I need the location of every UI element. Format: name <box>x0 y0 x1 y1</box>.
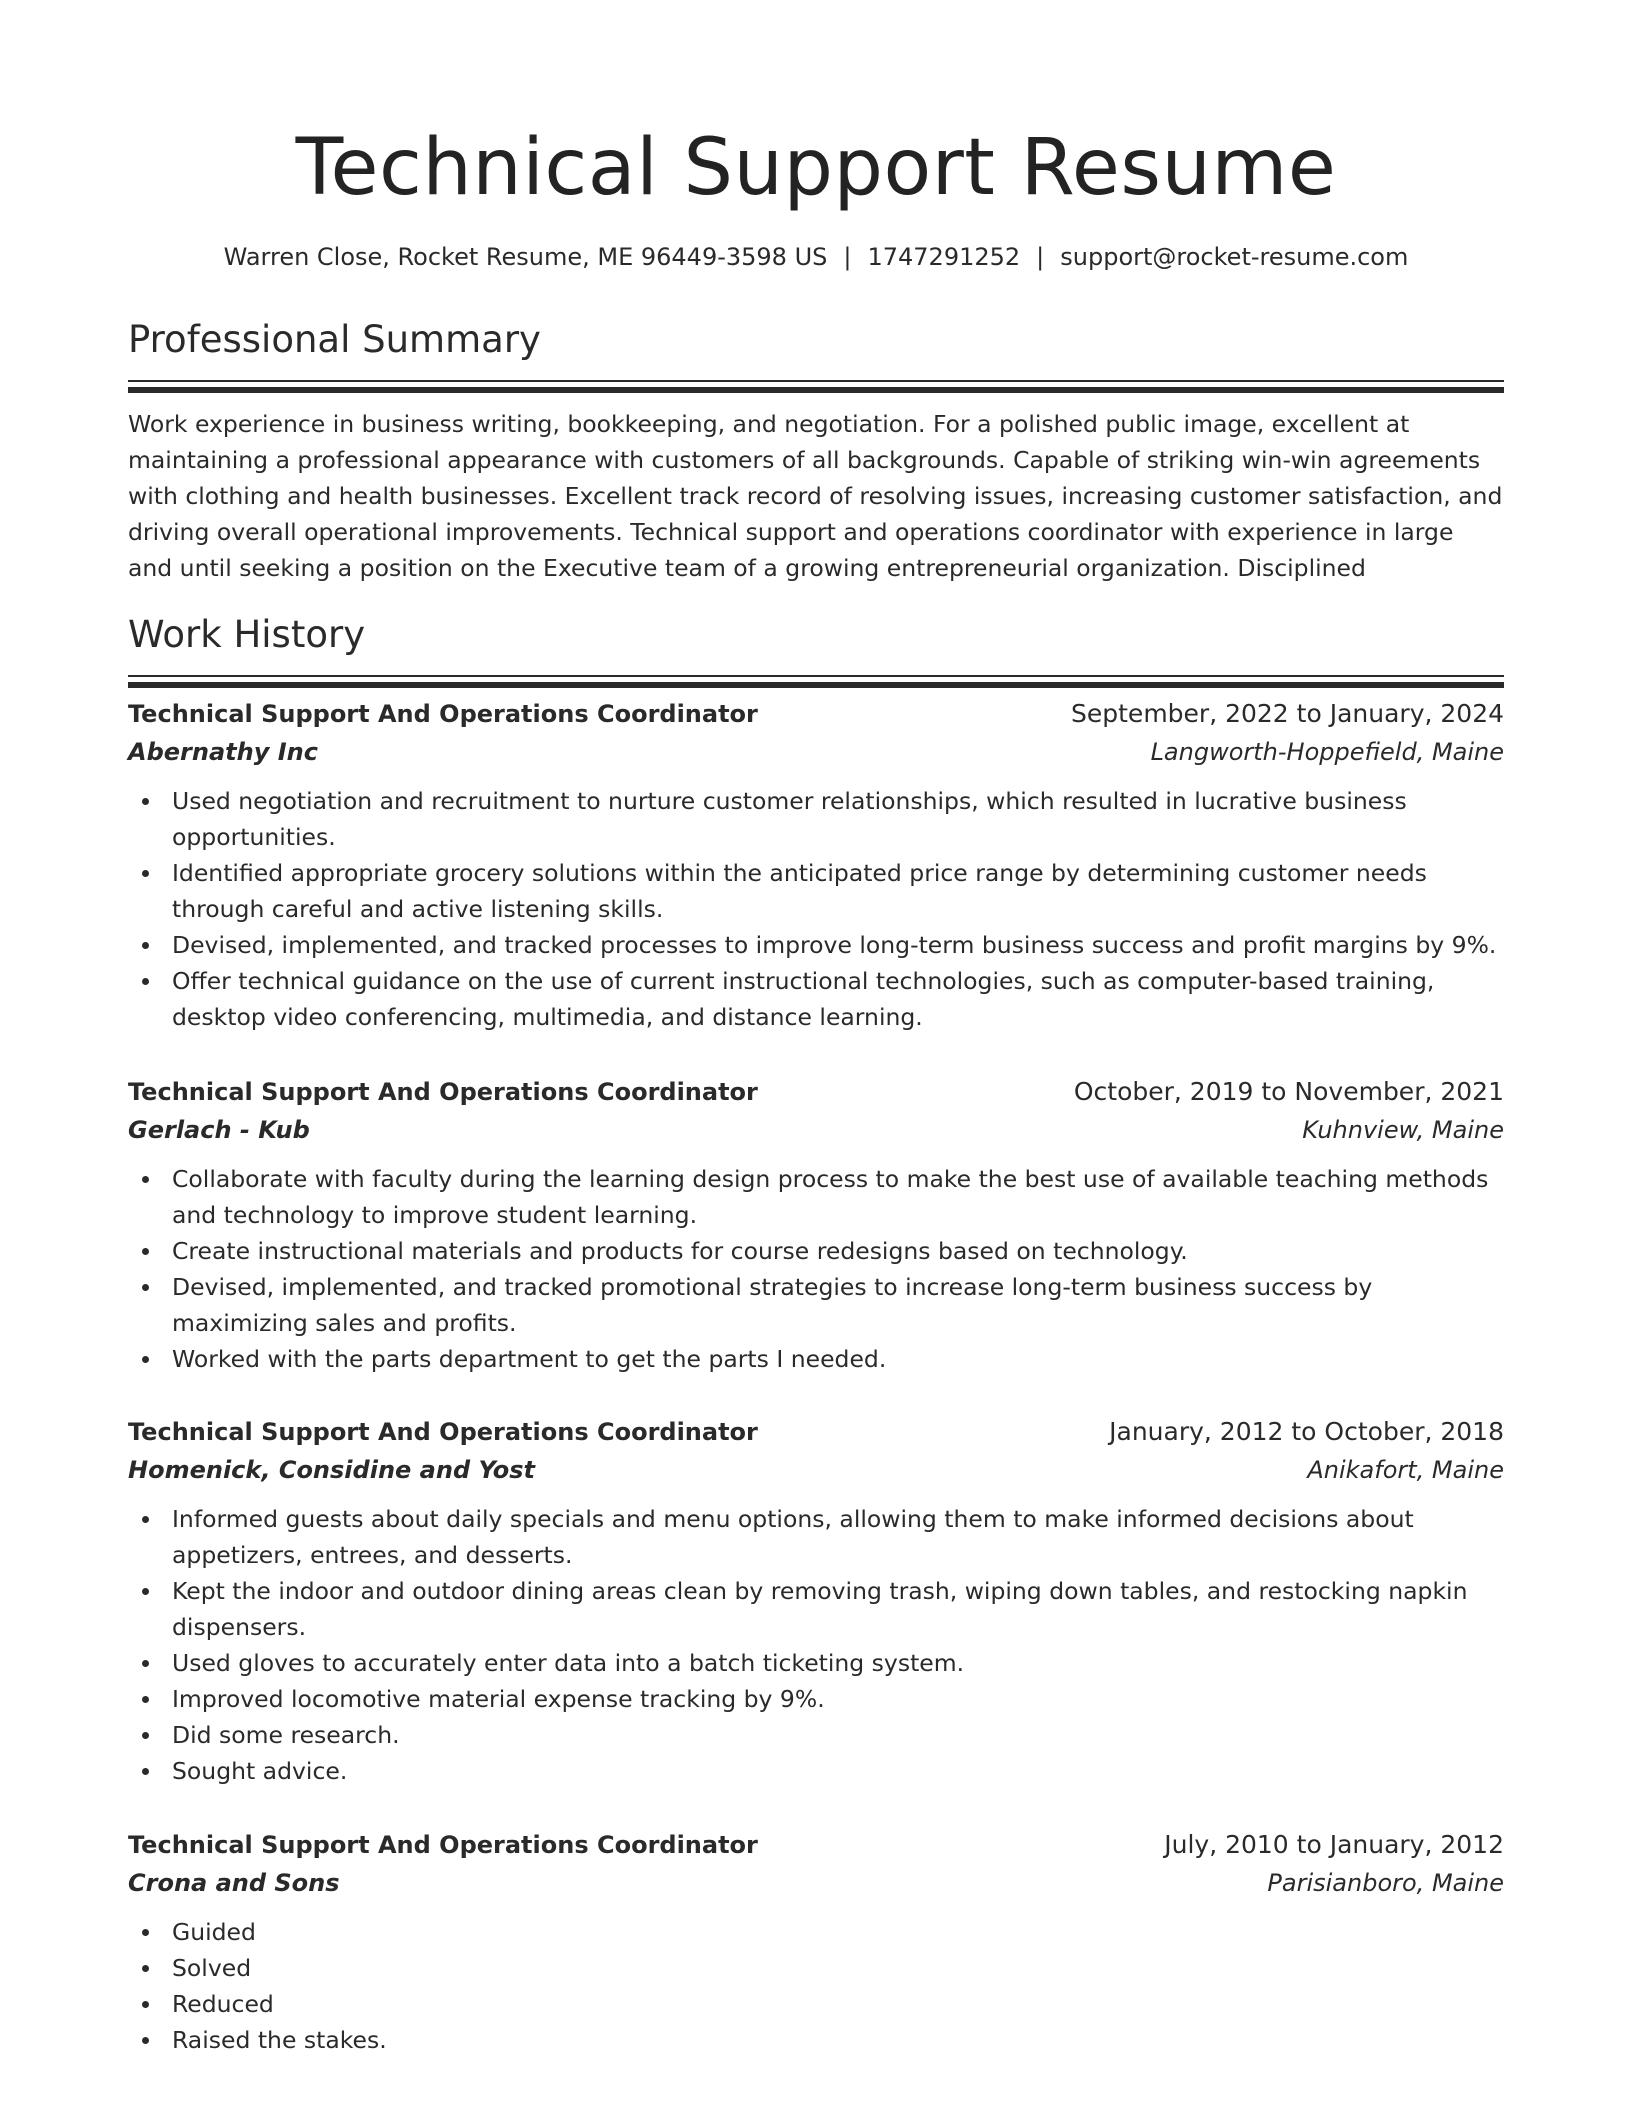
contact-separator: | <box>843 243 852 271</box>
job-bullet: Offer technical guidance on the use of current instructional technologies, such as computer-based training, desktop video conferencing, multimedia, and distance learning. <box>128 963 1504 1035</box>
job-entry <box>128 1826 1504 2058</box>
job-title: Technical Support And Operations Coordinator <box>128 700 758 728</box>
job-entry <box>128 695 1504 1035</box>
job-bullet: Improved locomotive material expense tracking by 9%. <box>128 1681 1504 1717</box>
job-bullet: Reduced <box>128 1986 1504 2022</box>
job-location: Parisianboro, Maine <box>1267 1869 1504 1897</box>
job-location: Kuhnview, Maine <box>1302 1116 1504 1144</box>
job-dates: October, 2019 to November, 2021 <box>1073 1077 1504 1106</box>
job-title: Technical Support And Operations Coordinator <box>128 1831 758 1859</box>
work-history-heading: Work History <box>128 613 366 656</box>
job-bullets <box>128 1914 1504 2058</box>
company-name: Abernathy Inc <box>128 738 318 766</box>
job-bullet: Used negotiation and recruitment to nurture customer relationships, which resulted in lucrative business opportunities. <box>128 783 1504 855</box>
contact-address: Warren Close, Rocket Resume, ME 96449-3598 US <box>223 243 828 271</box>
job-bullets <box>128 1161 1504 1377</box>
contact-email: support@rocket-resume.com <box>1060 243 1409 271</box>
company-name: Gerlach - Kub <box>128 1116 310 1144</box>
job-bullet: Kept the indoor and outdoor dining areas clean by removing trash, wiping down tables, and restocking napkin dispensers. <box>128 1573 1504 1645</box>
job-bullets <box>128 1501 1504 1789</box>
job-bullet: Create instructional materials and products for course redesigns based on technology. <box>128 1233 1504 1269</box>
job-bullet: Devised, implemented, and tracked promotional strategies to increase long-term business success by maximizing sales and profits. <box>128 1269 1504 1341</box>
contact-phone: 1747291252 <box>867 243 1021 271</box>
contact-line <box>128 240 1504 274</box>
section-divider <box>128 675 1504 677</box>
job-bullet: Guided <box>128 1914 1504 1950</box>
section-divider <box>128 682 1504 688</box>
job-bullet: Collaborate with faculty during the learning design process to make the best use of available teaching methods and technology to improve student learning. <box>128 1161 1504 1233</box>
job-bullet: Did some research. <box>128 1717 1504 1753</box>
job-bullet: Used gloves to accurately enter data into a batch ticketing system. <box>128 1645 1504 1681</box>
job-location: Langworth-Hoppefield, Maine <box>1150 738 1504 766</box>
job-bullet: Devised, implemented, and tracked processes to improve long-term business success and profit margins by 9%. <box>128 927 1504 963</box>
company-name: Homenick, Considine and Yost <box>128 1456 536 1484</box>
company-name: Crona and Sons <box>128 1869 340 1897</box>
section-divider <box>128 387 1504 393</box>
job-bullet: Solved <box>128 1950 1504 1986</box>
contact-separator: | <box>1036 243 1045 271</box>
job-dates: September, 2022 to January, 2024 <box>1071 699 1504 728</box>
job-entry <box>128 1073 1504 1377</box>
job-entry <box>128 1413 1504 1789</box>
job-title: Technical Support And Operations Coordinator <box>128 1078 758 1106</box>
work-history-section-header <box>128 611 1504 688</box>
summary-section-header <box>128 316 1504 393</box>
job-title: Technical Support And Operations Coordinator <box>128 1418 758 1446</box>
job-bullets <box>128 783 1504 1035</box>
job-bullet: Identified appropriate grocery solutions within the anticipated price range by determining customer needs through careful and active listening skills. <box>128 855 1504 927</box>
job-dates: January, 2012 to October, 2018 <box>1109 1417 1504 1446</box>
job-bullet: Worked with the parts department to get the parts I needed. <box>128 1341 1504 1377</box>
document-title: Technical Support Resume <box>295 123 1337 213</box>
section-divider <box>128 380 1504 382</box>
summary-text: Work experience in business writing, bookkeeping, and negotiation. For a polished public image, excellent at maintaining a professional appearance with customers of all backgrounds. Capable of striking win-win agreements with clothing and health businesses. Excellent track record of resolving issues, increasing customer satisfaction, and driving overall operational improvements. Technical support and operations coordinator with experience in large and until seeking a position on the Executive team of a growing entrepreneurial organization. Disciplined <box>128 410 1503 582</box>
job-bullet: Sought advice. <box>128 1753 1504 1789</box>
job-location: Anikafort, Maine <box>1307 1456 1504 1484</box>
summary-heading: Professional Summary <box>128 318 541 361</box>
job-bullet: Informed guests about daily specials and menu options, allowing them to make informed decisions about appetizers, entrees, and desserts. <box>128 1501 1504 1573</box>
job-dates: July, 2010 to January, 2012 <box>1164 1830 1504 1859</box>
job-bullet: Raised the stakes. <box>128 2022 1504 2058</box>
